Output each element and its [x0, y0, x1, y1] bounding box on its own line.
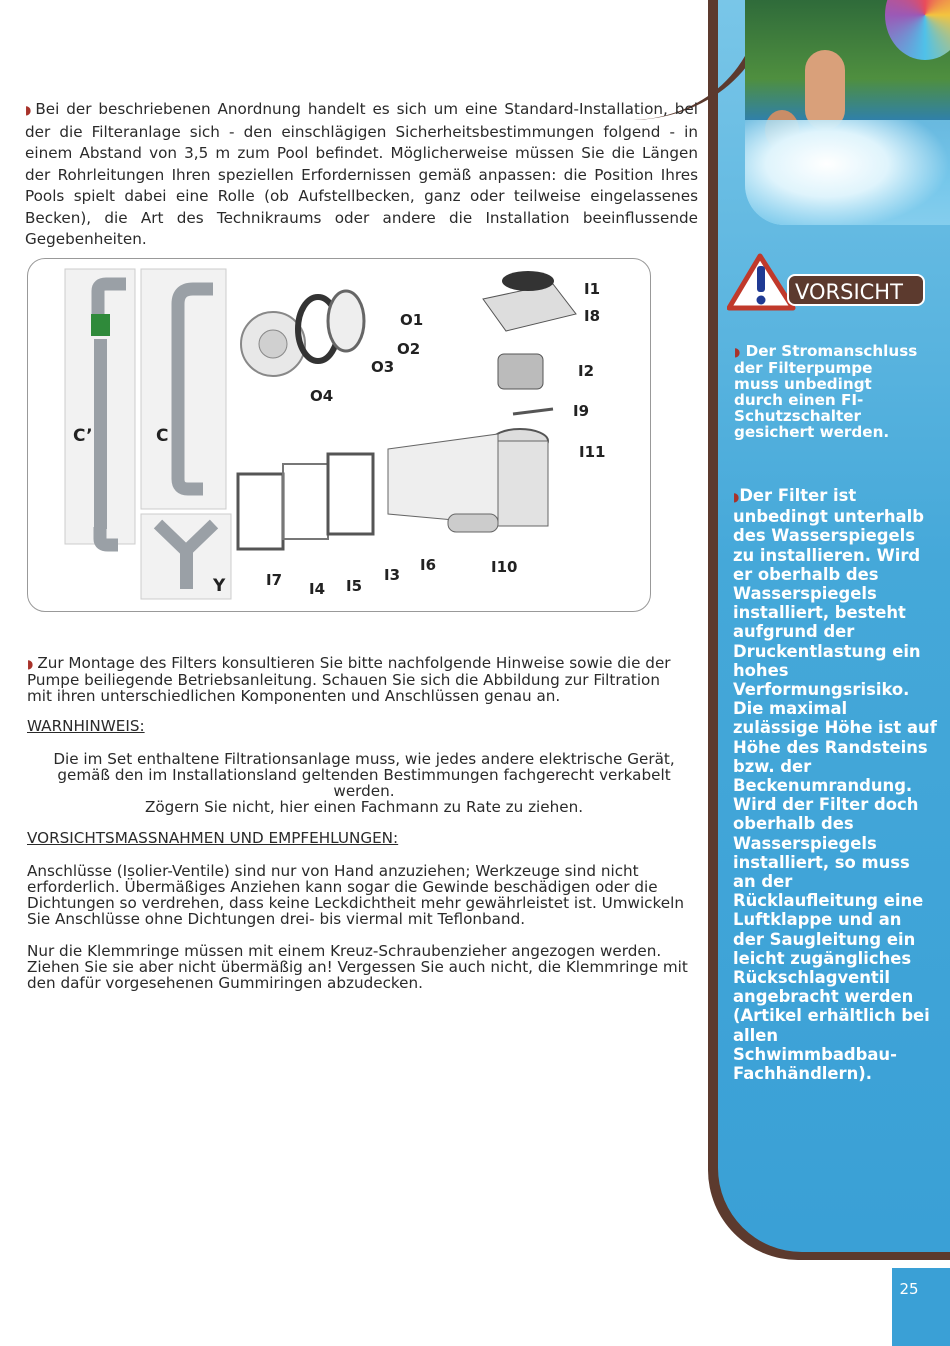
label-i11: I11	[579, 443, 606, 461]
label-i4: I4	[309, 580, 326, 598]
label-c: C	[156, 426, 169, 446]
sidebar-note-1: ◗ Der Stromanschluss der Filterpumpe muss unbedingt durch einen FI-Schutzschalter gesichert werden.	[734, 342, 918, 441]
bullet-icon: ◗	[734, 345, 741, 359]
pool-photo	[745, 0, 950, 225]
label-i10: I10	[491, 558, 518, 576]
filter-components-figure	[27, 258, 651, 612]
label-i5: I5	[346, 577, 363, 595]
label-i8: I8	[584, 307, 601, 325]
mount-paragraph: ◗ Zur Montage des Filters konsultieren Sie bitte nachfolgende Hinweise sowie die der Pumpe beiliegende Betriebsanleitung. Schauen Sie sich die Abbildung zur Filtration mit ihren unterschiedlichen Komponenten und Anschlüssen genau an.	[27, 654, 671, 705]
bullet-icon: ◗	[27, 657, 34, 671]
warn-heading: WARNHINWEIS:	[27, 717, 145, 735]
bullet-icon: ◗	[733, 490, 740, 504]
label-i3: I3	[384, 566, 401, 584]
bullet-icon: ◗	[25, 103, 32, 117]
label-i7: I7	[266, 571, 283, 589]
warn-text: Die im Set enthaltene Filtrationsanlage muss, wie jedes andere elektrische Gerät, gemäß den im Installationsland geltenden Bestimmungen fachgerecht verkabelt werden.	[53, 750, 675, 800]
page-number: 25	[899, 1280, 919, 1298]
precautions-paragraph-1: Anschlüsse (Isolier-Ventile) sind nur von Hand anzuziehen; Werkzeuge sind nicht erforderlich. Übermäßiges Anziehen kann sogar die Gewinde beschädigen oder die Dichtungen so verdrehen, dass keine Leckdichtheit mehr gewährleistet ist. Umwickeln Sie Anschlüsse ohne Dichtungen drei- bis viermal mit Teflonband.	[27, 862, 684, 928]
label-o1: O1	[400, 311, 424, 329]
label-y: Y	[213, 576, 226, 596]
label-o4: O4	[310, 387, 334, 405]
label-i6: I6	[420, 556, 437, 574]
warn-text-2: Zögern Sie nicht, hier einen Fachmann zu Rate zu ziehen.	[144, 798, 584, 816]
page-number-box	[892, 1268, 950, 1346]
label-c-prime: C’	[73, 426, 93, 446]
precautions-heading: VORSICHTSMASSNAHMEN UND EMPFEHLUNGEN:	[27, 829, 399, 847]
intro-paragraph: ◗ Bei der beschriebenen Anordnung handelt es sich um eine Standard-Installation, bei der die Filteranlage sich - den einschlägigen Sicherheitsbestimmungen folgend - in einem Abstand von 3,5 m zum Pool befindet. Möglicherweise müssen Sie die Längen der Rohrleitungen Ihren speziellen Erfordernissen gemäß anpassen: die Position Ihres Pools spielt dabei eine Rolle (ob Aufstellbecken, ganz oder teilweise eingelassenes Becken), die Art des Technikraums oder andere die Installation beeinflussende Gegebenheiten.	[25, 100, 698, 248]
precautions-paragraph-2: Nur die Klemmringe müssen mit einem Kreuz-Schraubenzieher angezogen werden. Ziehen Sie sie aber nicht übermäßig an! Vergessen Sie auch nicht, die Klemmringe mit den dafür vorgesehenen Gummiringen abzudecken.	[27, 942, 688, 992]
label-i9: I9	[573, 402, 590, 420]
label-o3: O3	[371, 358, 395, 376]
sidebar-note-2: ◗Der Filter ist unbedingt unterhalb des Wasserspiegels zu installieren. Wird er oberhalb des Wasserspiegels installiert, besteht aufgrund der Druckentlastung ein hohes Verformungsrisiko. Die maximal zulässige Höhe ist auf Höhe des Randsteins bzw. der Beckenumrandung. Wird der Filter doch oberhalb des Wasserspiegels installiert, so muss an der Rücklaufleitung eine Luftklappe und an der Saugleitung ein leicht zugängliches Rückschlagventil angebracht werden (Artikel erhältlich bei allen Schwimmbadbau-Fachhändlern).	[733, 486, 937, 1084]
label-o2: O2	[397, 340, 421, 358]
label-i1: I1	[584, 280, 601, 298]
vorsicht-badge	[727, 252, 927, 312]
vorsicht-label: VORSICHT	[787, 274, 925, 306]
label-i2: I2	[578, 362, 595, 380]
